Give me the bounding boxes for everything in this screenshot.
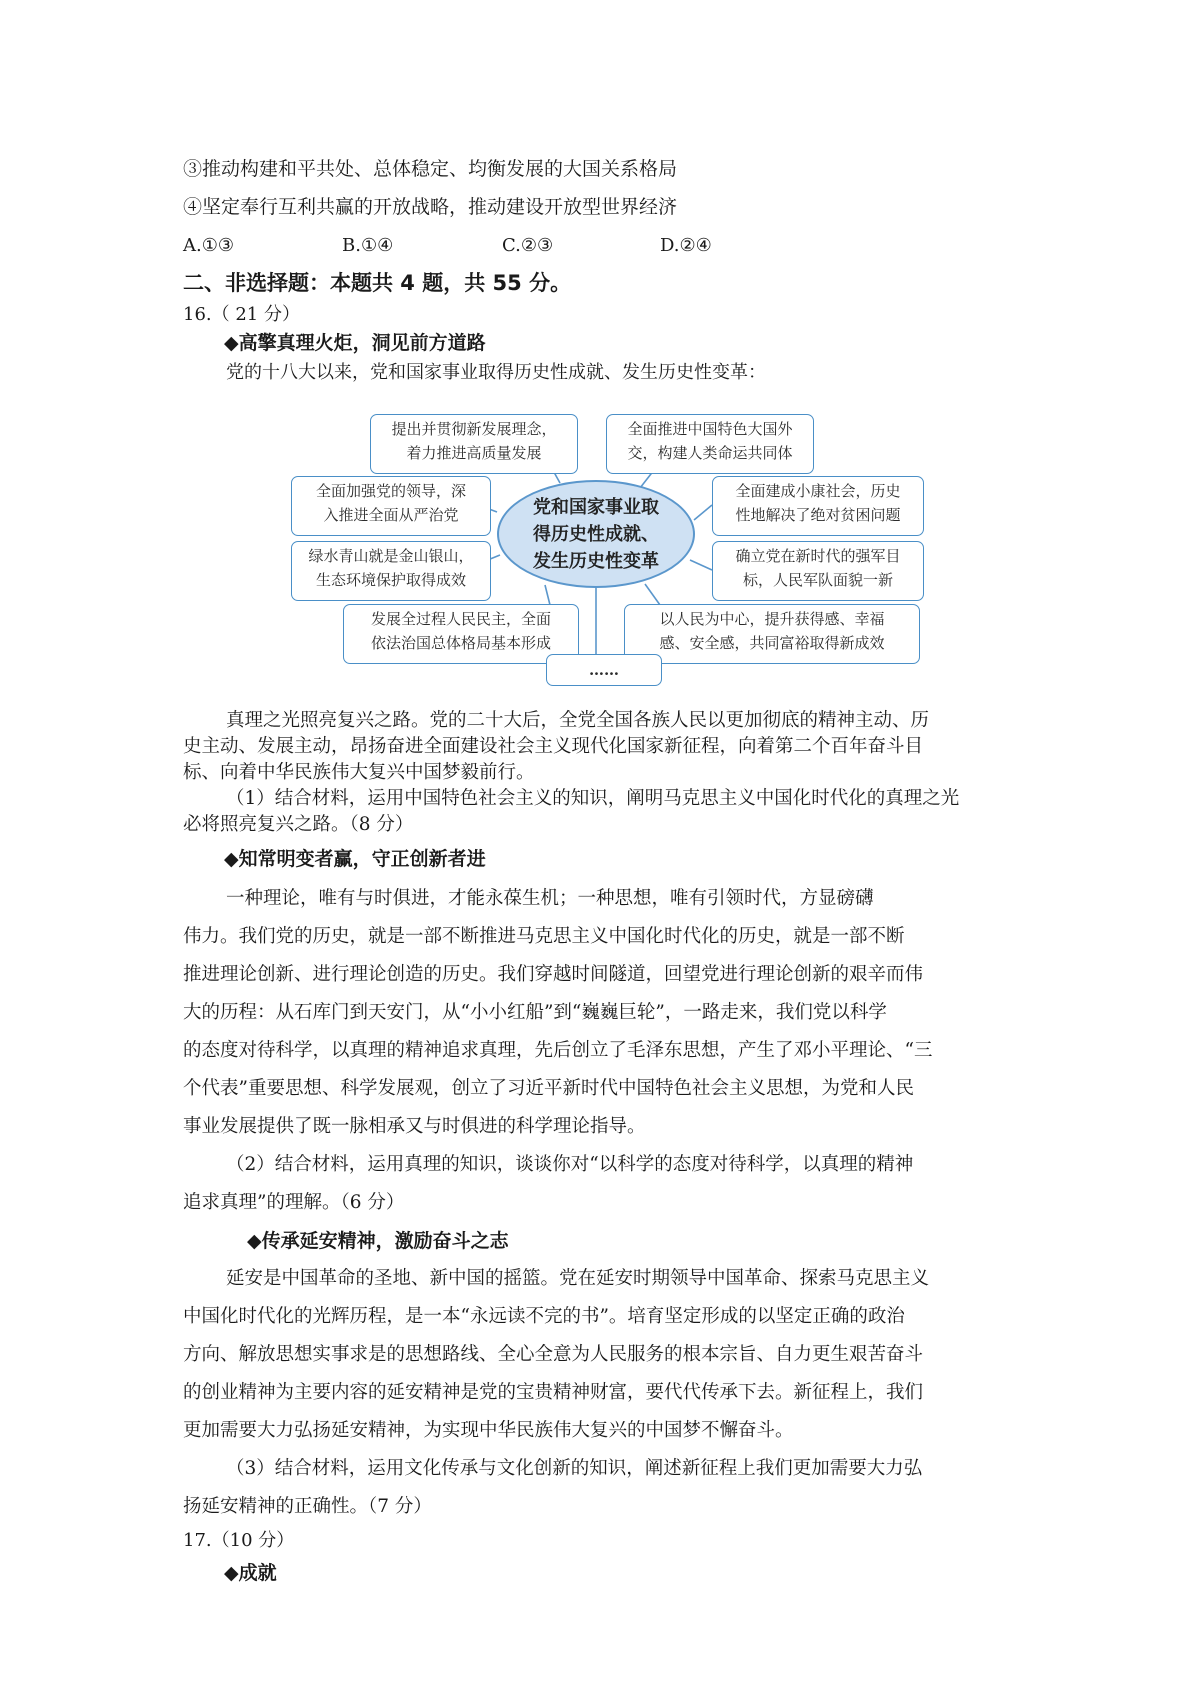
section-heading: 二、非选择题：本题共 4 题，共 55 分。 [183,271,572,295]
q16-para2-line: 推进理论创新、进行理论创造的历史。我们穿越时间隧道，回望党进行理论创新的艰辛而伟 [183,964,924,985]
q17-theme-1: ◆成就 [224,1562,277,1584]
q16-para2-line: 个代表”重要思想、科学发展观，创立了习近平新时代中国特色社会主义思想，为党和人民 [183,1078,914,1099]
diagram-box-poverty [712,476,924,536]
q16-para3-line: 更加需要大力弘扬延安精神，为实现中华民族伟大复兴的中国梦不懈奋斗。 [183,1420,794,1441]
q16-sub3-line: （3）结合材料，运用文化传承与文化创新的知识，阐述新征程上我们更加需要大力弘 [226,1458,923,1479]
box-line: 以人民为中心，提升获得感、幸福 [659,610,885,628]
option-b: B.①④ [342,235,394,256]
box-line: 全面推进中国特色大国外 [627,420,793,438]
diagram-box-diplomacy [606,414,814,474]
option-a: A.①③ [183,235,234,256]
center-line: 发生历史性变革 [533,550,659,572]
q16-para3-line: 中国化时代化的光辉历程，是一本“永远读不完的书”。培育坚定形成的以坚定正确的政治 [183,1306,905,1327]
diagram-box-people-centered [624,604,920,664]
question-17-number: 17.（10 分） [183,1530,295,1551]
q16-para2-line: 事业发展提供了既一脉相承又与时俱进的科学理论指导。 [183,1116,646,1137]
q16-sub3-line: 扬延安精神的正确性。（7 分） [183,1496,432,1517]
q16-para3-line: 的创业精神为主要内容的延安精神是党的宝贵精神财富，要代代传承下去。新征程上，我们 [183,1382,924,1403]
q16-sub2-line: 追求真理”的理解。（6 分） [183,1192,405,1213]
box-line: …… [589,661,619,679]
option-c: C.②③ [502,235,554,256]
diagram-box-military [712,541,924,601]
q16-para1-line: 标、向着中华民族伟大复兴中国梦毅前行。 [183,762,535,783]
box-line: 感、安全感，共同富裕取得新成效 [659,634,885,652]
diagram-center-ellipse [497,480,695,588]
q16-para1-line: 史主动、发展主动，昂扬奋进全面建设社会主义现代化国家新征程，向着第二个百年奋斗目 [183,736,924,757]
q16-para2-line: 大的历程：从石库门到天安门，从“小小红船”到“巍巍巨轮”，一路走来，我们党以科学 [183,1002,887,1023]
answer-item-3: ③推动构建和平共处、总体稳定、均衡发展的大国关系格局 [183,158,678,180]
box-line: 性地解决了绝对贫困问题 [735,506,901,524]
q16-para2-line: 一种理论，唯有与时俱进，才能永葆生机；一种思想，唯有引领时代，方显磅礴 [226,888,874,909]
q16-para3-line: 延安是中国革命的圣地、新中国的摇篮。党在延安时期领导中国革命、探索马克思主义 [226,1268,930,1289]
box-line: 交，构建人类命运共同体 [627,444,793,462]
center-line: 得历史性成就、 [533,523,659,545]
q16-theme-3: ◆传承延安精神，激励奋斗之志 [247,1230,509,1252]
box-line: 入推进全面从严治党 [323,506,459,524]
q16-sub2-line: （2）结合材料，运用真理的知识，谈谈你对“以科学的态度对待科学，以真理的精神 [226,1154,914,1175]
q16-theme-2: ◆知常明变者赢，守正创新者进 [224,848,486,870]
diagram-box-new-development [370,414,578,474]
q16-sub1-line: （1）结合材料，运用中国特色社会主义的知识，阐明马克思主义中国化时代化的真理之光 [226,788,960,809]
diagram-box-ecology [291,541,491,601]
q16-para3-line: 方向、解放思想实事求是的思想路线、全心全意为人民服务的根本宗旨、自力更生艰苦奋斗 [183,1344,924,1365]
q16-intro: 党的十八大以来，党和国家事业取得历史性成就、发生历史性变革： [226,362,766,383]
box-line: 发展全过程人民民主，全面 [370,610,551,628]
diagram-box-ellipsis [546,654,662,686]
q16-para2-line: 伟力。我们党的历史，就是一部不断推进马克思主义中国化时代化的历史，就是一部不断 [183,926,905,947]
box-line: 着力推进高质量发展 [406,444,542,462]
q16-theme-1: ◆高擎真理火炬，洞见前方道路 [224,332,486,354]
box-line: 生态环境保护取得成效 [315,571,466,589]
box-line: 确立党在新时代的强军目 [735,547,901,565]
diagram-box-party-leadership [291,476,491,536]
box-line: 依法治国总体格局基本形成 [370,634,551,652]
center-line: 党和国家事业取 [533,496,659,518]
box-line: 绿水青山就是金山银山， [308,547,474,565]
box-line: 提出并贯彻新发展理念， [391,420,557,438]
q16-para2-line: 的态度对待科学，以真理的精神追求真理，先后创立了毛泽东思想，产生了邓小平理论、“三 [183,1040,933,1061]
box-line: 全面建成小康社会，历史 [735,482,901,500]
answer-item-4: ④坚定奉行互利共赢的开放战略，推动建设开放型世界经济 [183,196,678,218]
option-d: D.②④ [660,235,712,256]
diagram-box-democracy [343,604,579,664]
box-line: 全面加强党的领导，深 [315,482,466,500]
question-16-number: 16.（ 21 分） [183,304,300,325]
q16-sub1-line: 必将照亮复兴之路。（8 分） [183,814,414,835]
q16-para1-line: 真理之光照亮复兴之路。党的二十大后，全党全国各族人民以更加彻底的精神主动、历 [226,710,930,731]
box-line: 标，人民军队面貌一新 [742,571,893,589]
